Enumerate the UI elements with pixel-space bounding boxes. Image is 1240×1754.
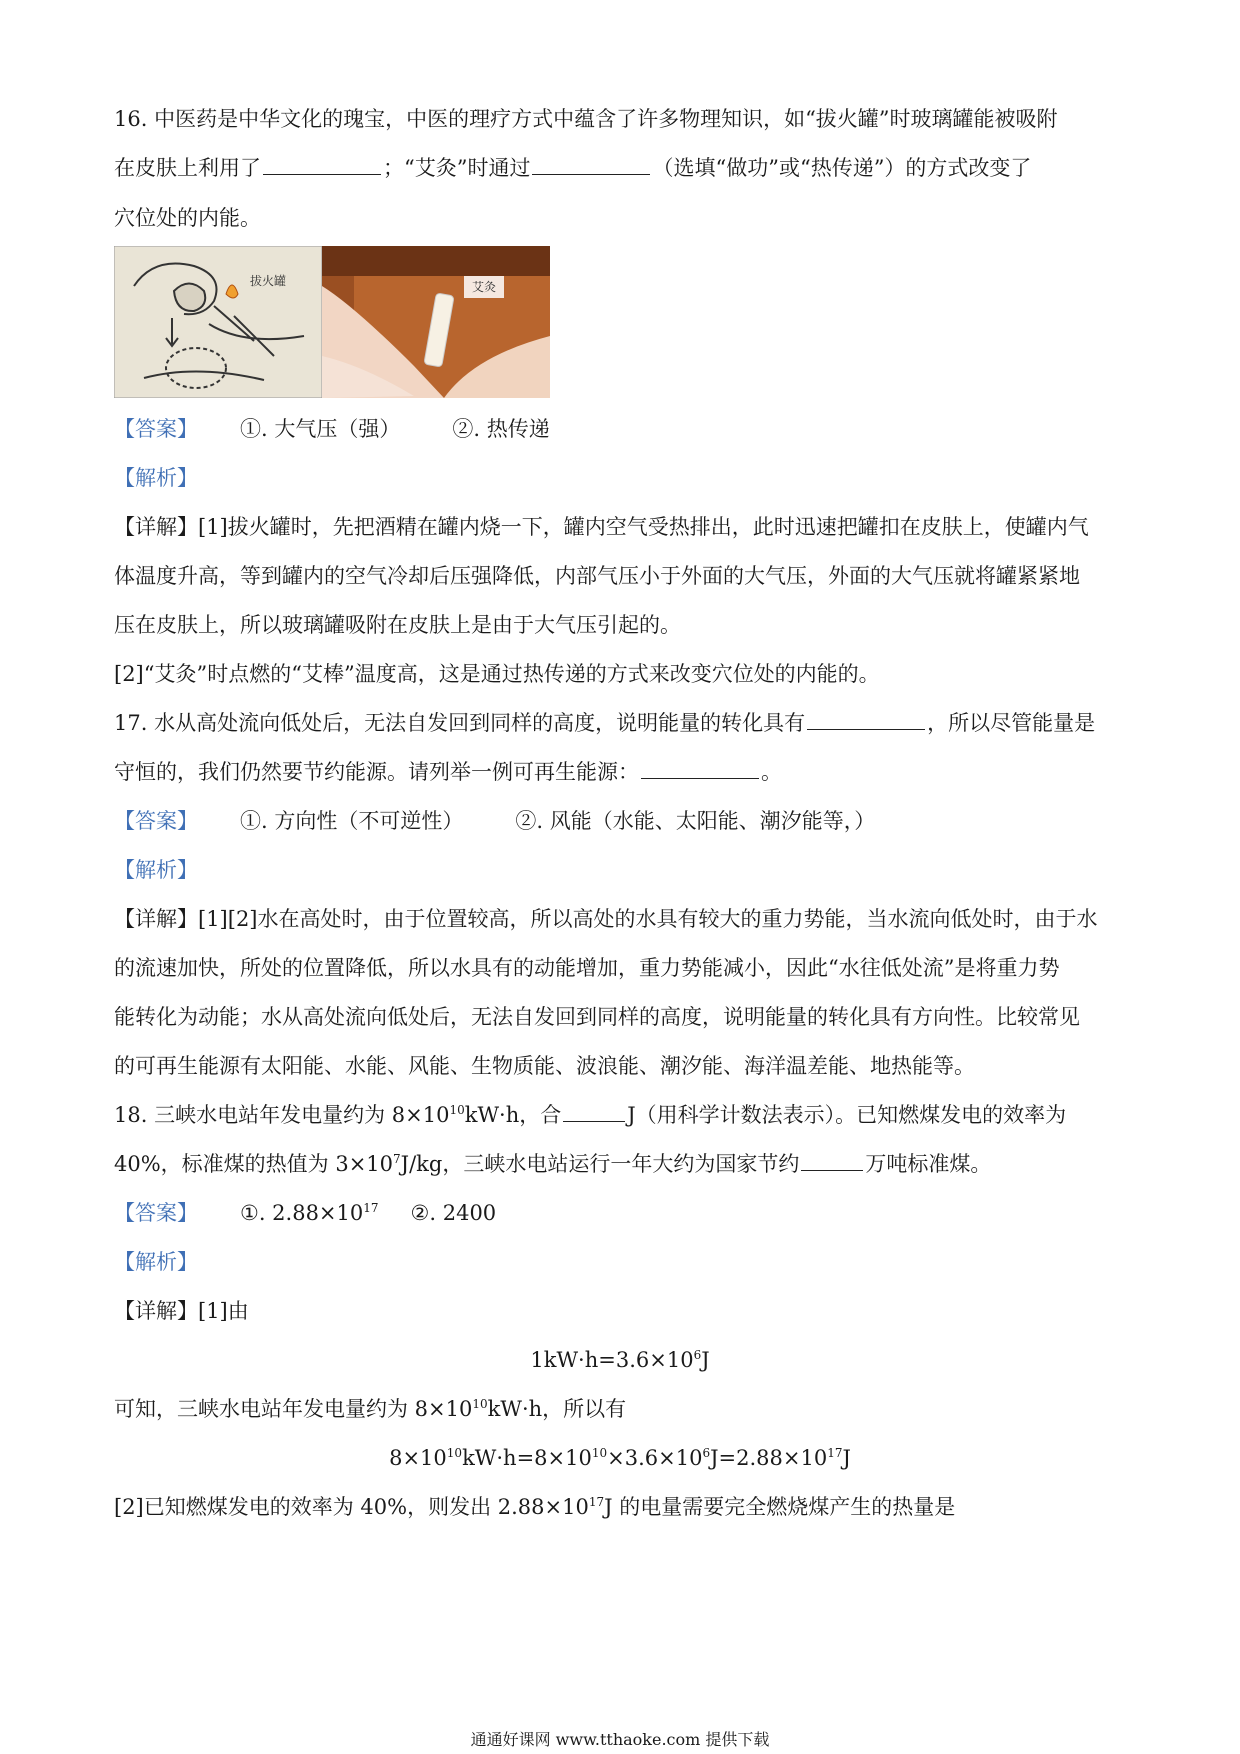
q16-blank-2 xyxy=(532,173,650,175)
q16-blank-1 xyxy=(263,173,381,175)
q17-detail-line3: 能转化为动能；水从高处流向低处后，无法自发回到同样的高度，说明能量的转化具有方向性。比较常见 xyxy=(114,1005,1080,1029)
q18-stem-line2: 40%，标准煤的热值为 $3\times 10^7J/kg$，三峡水电站运行一年大约为国家节约 万吨标准煤。 xyxy=(114,1152,992,1176)
answer-tag: 【答案】 xyxy=(114,417,198,441)
q16-figure-illustration xyxy=(114,246,550,398)
q16-figure xyxy=(114,246,550,398)
q18-stem-line1: 18. 三峡水电站年发电量约为 $8\times 10^{10}kW\cdot h$，合 J（用科学计数法表示）。已知燃煤发电的效率为 xyxy=(114,1103,1067,1127)
q17-answer: 【答案】 ①. 方向性（不可逆性） ②. 风能（水能、太阳能、潮汐能等，） xyxy=(114,809,876,833)
q17-stem-line2: 守恒的，我们仍然要节约能源。请列举一例可再生能源： 。 xyxy=(114,760,782,784)
q16-detail-line1: 【详解】[1]拔火罐时，先把酒精在罐内烧一下，罐内空气受热排出，此时迅速把罐扣在皮肤上，使罐内气 xyxy=(114,515,1089,539)
figure-label-cupping: 拔火罐 xyxy=(250,274,287,288)
q17-stem-line1: 17. 水从高处流向低处后，无法自发回到同样的高度，说明能量的转化具有 ，所以尽管能量是 xyxy=(114,711,1096,735)
q16-analysis-tag: 【解析】 xyxy=(114,466,198,490)
q18-equation-1: $1kW\cdot h=3.6\times 10^6J$ xyxy=(530,1348,710,1372)
q16-detail-line4: [2]“艾灸”时点燃的“艾棒”温度高，这是通过热传递的方式来改变穴位处的内能的。 xyxy=(114,662,880,686)
figure-label-moxibustion: 艾灸 xyxy=(472,280,497,294)
q18-text-3: [2]已知燃煤发电的效率为 40%，则发出 $2.88\times 10^{17}J$ 的电量需要完全燃烧煤产生的热量是 xyxy=(114,1495,956,1519)
q18-detail-line1: 【详解】[1]由 xyxy=(114,1299,249,1323)
q17-blank-2 xyxy=(641,777,759,779)
page-footer: 通通好课网 www.tthaoke.com 提供下载 xyxy=(470,1730,770,1749)
q18-equation-2: $8\times 10^{10}kW\cdot h=8\times 10^{10}\times 3.6\times 10^6J=2.88\times 10^{17}J$ xyxy=(389,1446,851,1470)
q16-stem-line1: 16. 中医药是中华文化的瑰宝，中医的理疗方式中蕴含了许多物理知识，如“拔火罐”时玻璃罐能被吸附 xyxy=(114,107,1058,131)
q17-detail-line2: 的流速加快，所处的位置降低，所以水具有的动能增加，重力势能减小，因此“水往低处流”是将重力势 xyxy=(114,956,1060,980)
q18-blank-2 xyxy=(801,1169,863,1171)
q18-blank-1 xyxy=(563,1120,625,1122)
q17-analysis-tag: 【解析】 xyxy=(114,858,198,882)
q17-blank-1 xyxy=(807,728,925,730)
q17-detail-line4: 的可再生能源有太阳能、水能、风能、生物质能、波浪能、潮汐能、海洋温差能、地热能等。 xyxy=(114,1054,975,1078)
q18-text-2: 可知，三峡水电站年发电量约为 $8\times 10^{10}kW\cdot h$，所以有 xyxy=(114,1397,627,1421)
q16-stem-line2: 在皮肤上利用了 ；“艾灸”时通过 （选填“做功”或“热传递”）的方式改变了 xyxy=(114,156,1032,180)
q16-detail-line3: 压在皮肤上，所以玻璃罐吸附在皮肤上是由于大气压引起的。 xyxy=(114,613,681,637)
q17-detail-line1: 【详解】[1][2]水在高处时，由于位置较高，所以高处的水具有较大的重力势能，当水流向低处时，由于水 xyxy=(114,907,1098,931)
q16-detail-line2: 体温度升高，等到罐内的空气冷却后压强降低，内部气压小于外面的大气压，外面的大气压就将罐紧紧地 xyxy=(114,564,1080,588)
q18-analysis-tag: 【解析】 xyxy=(114,1250,198,1274)
q16-answer: 【答案】 ①. 大气压（强） ②. 热传递 xyxy=(114,417,550,441)
q18-answer: 【答案】 ①. $2.88\times 10^{17}$ ②. 2400 xyxy=(114,1201,497,1225)
q16-stem-line3: 穴位处的内能。 xyxy=(114,206,261,230)
